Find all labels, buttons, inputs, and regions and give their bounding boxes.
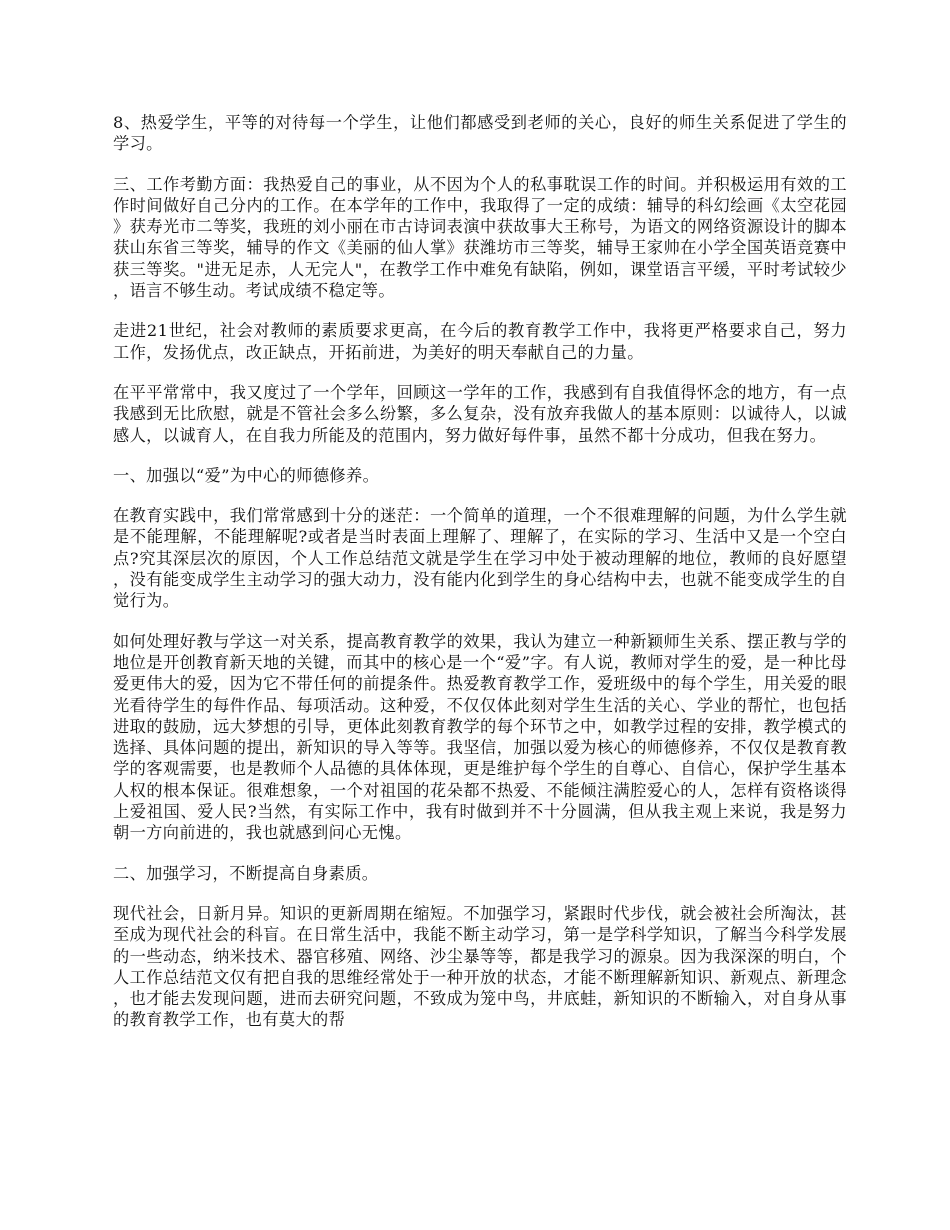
paragraph-work-attendance: 三、工作考勤方面：我热爱自己的事业，从不因为个人的私事耽误工作的时间。并积极运用有效的工作时间做好自己分内的工作。在本学年的工作中，我取得了一定的成绩：辅导的科幻绘画《太空花园》获寿光市二等奖，我班的刘小丽在市古诗词表演中获故事大王称号，为语文的网络资源设计的脚本获山东省三等奖，辅导的作文《美丽的仙人掌》获潍坊市三等奖，辅导王家帅在小学全国英语竞赛中获三等奖。"进无足赤，人无完人"，在教学工作中难免有缺陷，例如，课堂语言平缓，平时考试较少，语言不够生动。考试成绩不稳定等。	[113, 174, 847, 301]
paragraph-item-8: 8、热爱学生，平等的对待每一个学生，让他们都感受到老师的关心，良好的师生关系促进了学生的学习。	[113, 113, 847, 154]
document-body	[113, 112, 847, 1050]
paragraph-21st-century: 走进21世纪，社会对教师的素质要求更高，在今后的教育教学工作中，我将更严格要求自己，努力工作，发扬优点，改正缺点，开拓前进，为美好的明天奉献自己的力量。	[113, 321, 847, 362]
paragraph-year-review: 在平平常常中，我又度过了一个学年，回顾这一学年的工作，我感到有自我值得怀念的地方，有一点我感到无比欣慰，就是不管社会多么纷繁，多么复杂，没有放弃我做人的基本原则：以诚待人，以诚感人，以诚育人，在自我力所能及的范围内，努力做好每件事，虽然不都十分成功，但我在努力。	[113, 382, 847, 445]
heading-section-2: 二、加强学习，不断提高自身素质。	[113, 863, 379, 883]
paragraph-teacher-love: 如何处理好教与学这一对关系，提高教育教学的效果，我认为建立一种新颖师生关系、摆正教与学的地位是开创教育新天地的关键，而其中的核心是一个“爱”字。有人说，教师对学生的爱，是一种比母爱更伟大的爱，因为它不带任何的前提条件。热爱教育教学工作，爱班级中的每个学生，用关爱的眼光看待学生的每件作品、每项活动。这种爱，不仅仅体此刻对学生生活的关心、学业的帮忙，也包括进取的鼓励，远大梦想的引导，更体此刻教育教学的每个环节之中，如教学过程的安排，教学模式的选择、具体问题的提出，新知识的导入等等。我坚信，加强以爱为核心的师德修养，不仅仅是教育教学的客观需要，也是教师个人品德的具体体现，更是维护每个学生的自尊心、自信心，保护学生基本人权的根本保证。很难想象，一个对祖国的花朵都不热爱、不能倾注满腔爱心的人，怎样有资格谈得上爱祖国、爱人民?当然，有实际工作中，我有时做到并不十分圆满，但从我主观上来说，我是努力朝一方向前进的，我也就感到问心无愧。	[113, 631, 847, 843]
paragraph-education-practice: 在教育实践中，我们常常感到十分的迷茫：一个简单的道理，一个不很难理解的问题，为什么学生就是不能理解，不能理解呢?或者是当时表面上理解了、理解了，在实际的学习、生活中又是一个空白点?究其深层次的原因，个人工作总结范文就是学生在学习中处于被动理解的地位，教师的良好愿望，没有能变成学生主动学习的强大动力，没有能内化到学生的身心结构中去，也就不能变成学生的自觉行为。	[113, 506, 847, 611]
heading-section-1: 一、加强以“爱”为中心的师德修养。	[113, 465, 380, 485]
paragraph-modern-society: 现代社会，日新月异。知识的更新周期在缩短。不加强学习，紧跟时代步伐，就会被社会所淘汰，甚至成为现代社会的科盲。在日常生活中，我能不断主动学习，第一是学科学知识，了解当今科学发展的一些动态，纳米技术、器官移殖、网络、沙尘暴等等，都是我学习的源泉。因为我深深的明白，个人工作总结范文仅有把自我的思维经常处于一种开放的状态，才能不断理解新知识、新观点、新理念，也才能去发现问题，进而去研究问题，不致成为笼中鸟，井底蛙，新知识的不断输入，对自身从事的教育教学工作，也有莫大的帮	[113, 903, 847, 1030]
